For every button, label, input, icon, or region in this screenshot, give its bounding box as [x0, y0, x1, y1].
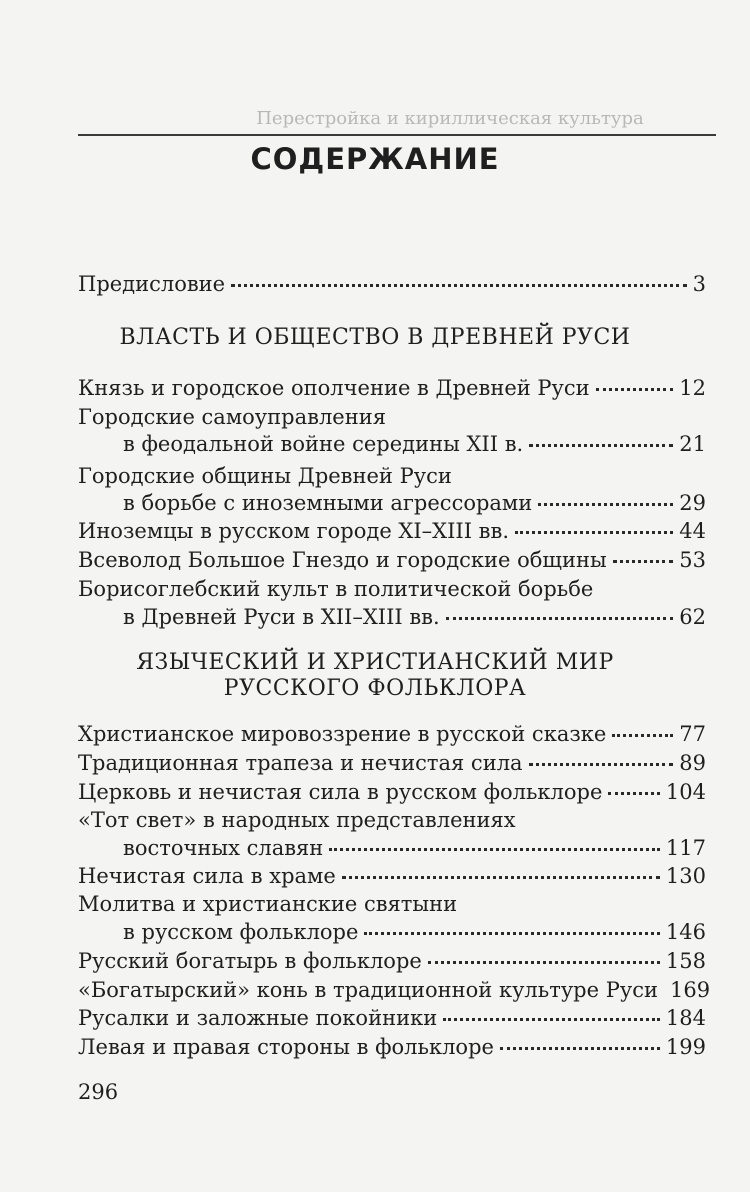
toc-entry	[78, 862, 706, 890]
dot-leader	[500, 1047, 660, 1050]
toc-entry-title-continued: в русском фольклоре	[123, 920, 359, 944]
toc-entry	[78, 976, 711, 1004]
toc-page-number: 158	[665, 949, 706, 973]
section-heading: ЯЗЫЧЕСКИЙ И ХРИСТИАНСКИЙ МИР	[136, 650, 614, 675]
toc-entry-title: Церковь и нечистая сила в русском фольклоре	[78, 780, 603, 804]
toc-entry	[78, 603, 706, 631]
toc-page-number: 184	[665, 1006, 706, 1030]
toc-entry-title: Городские самоуправления	[78, 405, 386, 429]
dot-leader	[342, 876, 660, 879]
toc-page-number: 53	[679, 548, 706, 572]
toc-entry-title: Князь и городское ополчение в Древней Руси	[78, 376, 590, 400]
toc-entry-title: Борисоглебский культ в политической борьбе	[78, 577, 594, 601]
dot-leader	[329, 848, 660, 851]
toc-entry-first-line	[78, 890, 706, 918]
dot-leader	[428, 961, 660, 964]
dot-leader	[364, 932, 659, 935]
toc-entry-first-line	[78, 462, 706, 490]
toc-entry	[78, 489, 706, 517]
toc-page-number: 29	[679, 491, 706, 515]
toc-entry-title: Нечистая сила в храме	[78, 864, 336, 888]
toc-page-number: 3	[692, 272, 706, 296]
toc-entry-title: Всеволод Большое Гнездо и городские общины	[78, 548, 607, 572]
toc-page-number: 199	[665, 1035, 706, 1059]
toc-page-number: 77	[679, 722, 706, 746]
toc-page-number: 146	[665, 920, 706, 944]
dot-leader	[446, 617, 674, 620]
toc-entry-title: Русский богатырь в фольклоре	[78, 949, 422, 973]
dot-leader	[231, 284, 687, 287]
dot-leader	[612, 734, 673, 737]
toc-entry	[78, 834, 706, 862]
top-rule	[78, 134, 716, 136]
toc-page-number: 21	[679, 432, 706, 456]
toc-entry-first-line	[78, 806, 706, 834]
toc-page-number: 169	[669, 978, 711, 1002]
toc-entry-title: Молитва и христианские святыни	[78, 892, 458, 916]
toc-entry-first-line	[78, 403, 706, 431]
dot-leader	[596, 388, 674, 391]
toc-entry	[78, 430, 706, 458]
toc-page-number: 44	[679, 519, 706, 543]
toc-entry	[78, 778, 706, 806]
toc-entry-title-continued: в борьбе с иноземными агрессорами	[123, 491, 533, 515]
toc-entry-title: Городские общины Древней Руси	[78, 464, 452, 488]
toc-entry	[78, 546, 706, 574]
dot-leader	[613, 560, 674, 563]
toc-page-number: 12	[679, 376, 706, 400]
toc-entry-title: Русалки и заложные покойники	[78, 1006, 438, 1030]
dot-leader	[515, 531, 673, 534]
dot-leader	[538, 503, 673, 506]
toc-entry	[78, 749, 706, 777]
toc-entry	[78, 1004, 706, 1032]
toc-entry-title: Традиционная трапеза и нечистая сила	[78, 751, 523, 775]
toc-page-number: 130	[665, 864, 706, 888]
toc-entry-first-line	[78, 575, 706, 603]
toc-entry	[78, 720, 706, 748]
toc-entry-title-continued: в Древней Руси в XII–XIII вв.	[123, 605, 440, 629]
page-number: 296	[78, 1080, 119, 1104]
toc-entry	[78, 1033, 706, 1061]
dot-leader	[443, 1018, 660, 1021]
toc-page-number: 104	[665, 780, 706, 804]
toc-entry-title: Предисловие	[78, 272, 226, 296]
toc-entry-title-continued: восточных славян	[123, 836, 324, 860]
toc-entry-title: Иноземцы в русском городе XI–XIII вв.	[78, 519, 510, 543]
toc-entry-title: «Богатырский» конь в традиционной культуре Руси	[78, 978, 658, 1002]
dot-leader	[529, 444, 673, 447]
section-heading: ВЛАСТЬ И ОБЩЕСТВО В ДРЕВНЕЙ РУСИ	[119, 325, 631, 350]
toc-entry	[78, 517, 706, 545]
section-heading-continued: РУССКОГО ФОЛЬКЛОРА	[223, 676, 527, 701]
toc-page-number: 89	[679, 751, 706, 775]
dot-leader	[529, 763, 674, 766]
bleed-through-running-header: Перестройка и кириллическая культура	[256, 108, 644, 129]
toc-page-number: 117	[665, 836, 706, 860]
toc-entry-title: «Тот свет» в народных представлениях	[78, 808, 516, 832]
toc-entry-title: Левая и правая стороны в фольклоре	[78, 1035, 494, 1059]
toc-entry	[78, 374, 706, 402]
toc-entry-preface	[78, 270, 706, 298]
toc-entry-title-continued: в феодальной войне середины XII в.	[123, 432, 524, 456]
toc-entry	[78, 947, 706, 975]
toc-entry	[78, 918, 706, 946]
dot-leader	[608, 792, 660, 795]
toc-entry-title: Христианское мировоззрение в русской сказке	[78, 722, 607, 746]
page-title: СОДЕРЖАНИЕ	[250, 142, 500, 176]
toc-page-number: 62	[679, 605, 706, 629]
